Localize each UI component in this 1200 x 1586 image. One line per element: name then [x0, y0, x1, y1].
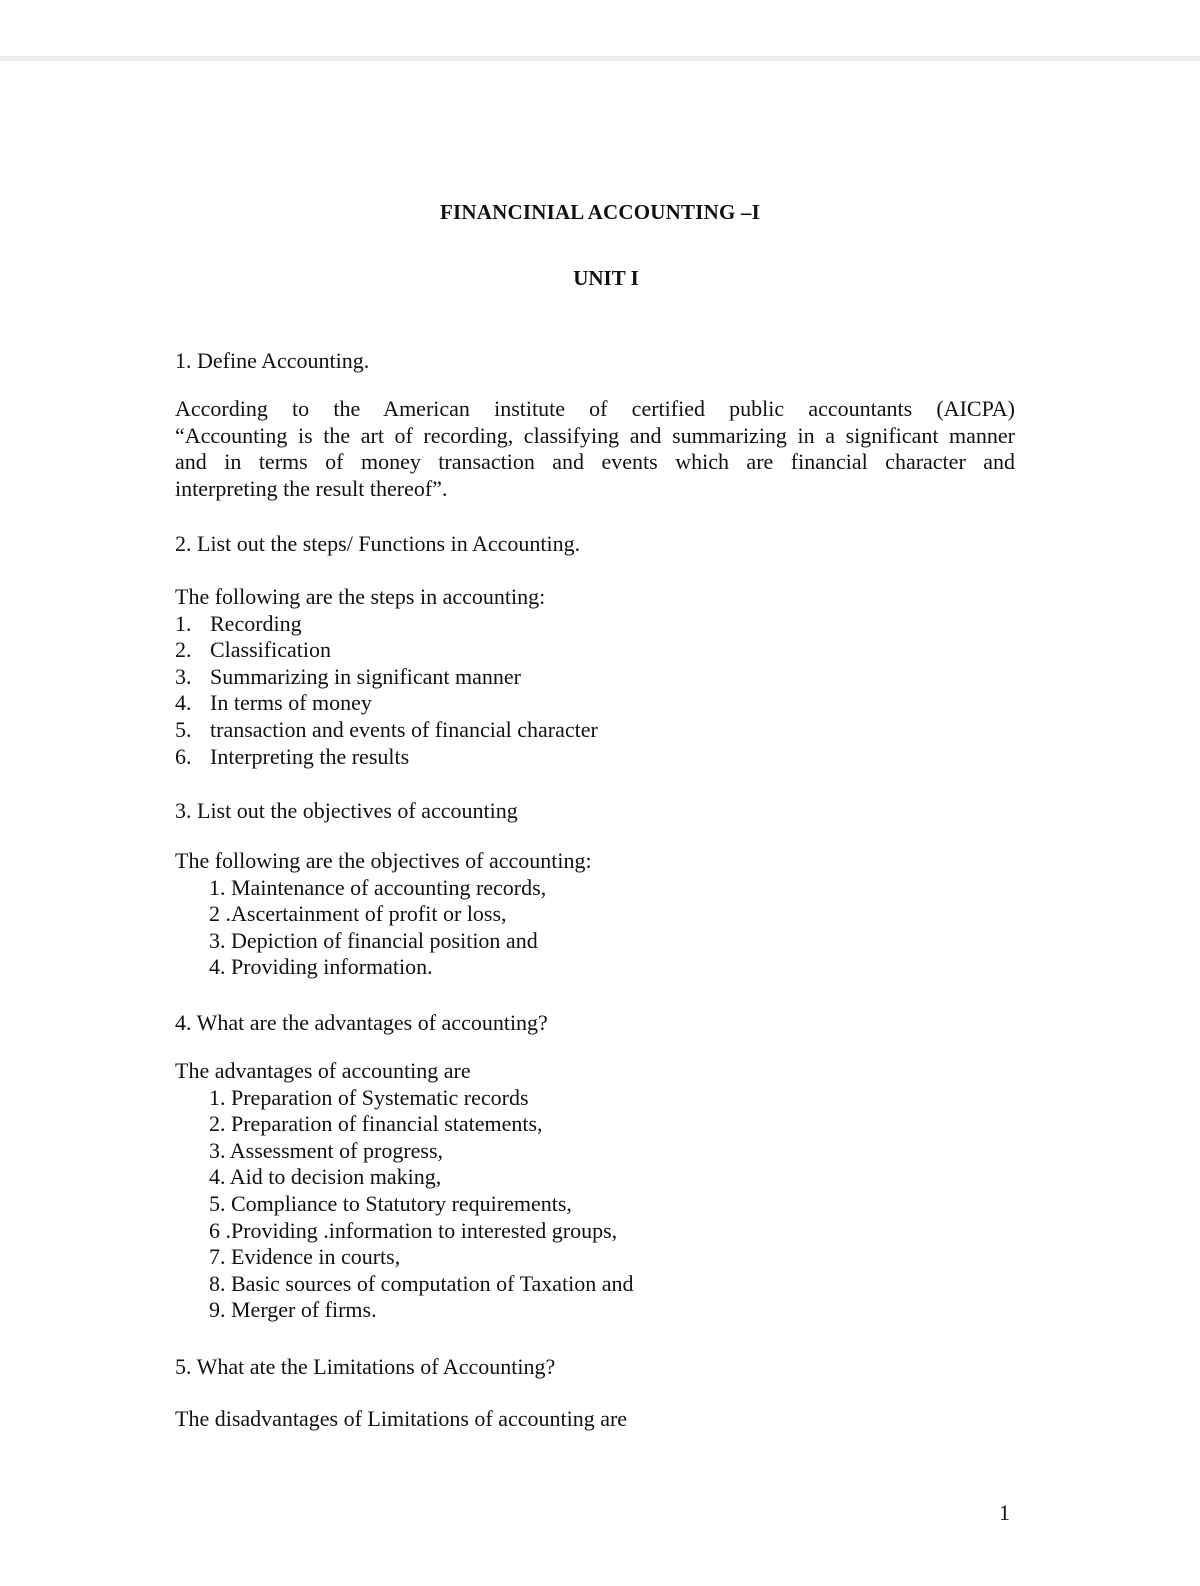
document-title: FINANCINIAL ACCOUNTING –I — [439, 200, 761, 224]
list-item: 3. Assessment of progress, — [209, 1137, 444, 1163]
question-5: 5. What ate the Limitations of Accounting? — [175, 1354, 556, 1379]
answer-4-list — [175, 1058, 634, 1324]
question-4: 4. What are the advantages of accounting? — [175, 1010, 548, 1035]
list-item-text: Recording — [210, 610, 302, 636]
page-number: 1 — [999, 1500, 1010, 1525]
list-item: 8. Basic sources of computation of Taxation and — [209, 1270, 634, 1296]
list-item-text: In terms of money — [210, 690, 372, 716]
list-item-text: Interpreting the results — [210, 743, 410, 769]
list-item — [175, 717, 598, 744]
list-item: 9. Merger of firms. — [209, 1297, 377, 1323]
list-item — [175, 611, 598, 638]
document-page — [0, 61, 1200, 1586]
question-3: 3. List out the objectives of accounting — [175, 798, 518, 823]
list-item: 6 .Providing .information to interested groups, — [209, 1217, 618, 1243]
list-item: 5. Compliance to Statutory requirements, — [209, 1190, 572, 1216]
list-item: 1. Preparation of Systematic records — [209, 1084, 529, 1110]
list-item-number: 1. — [175, 610, 192, 636]
list-item-number: 3. — [175, 663, 192, 689]
list-item-text: transaction and events of financial character — [210, 716, 598, 742]
answer-3-list — [175, 848, 592, 981]
answer-1-line: interpreting the result thereof”. — [175, 475, 448, 501]
list-item-text: Classification — [210, 637, 331, 663]
list-item: 3. Depiction of financial position and — [209, 927, 538, 953]
list-item: 2 .Ascertainment of profit or loss, — [209, 901, 507, 927]
question-1: 1. Define Accounting. — [175, 348, 370, 373]
list-item — [175, 664, 598, 691]
list-item-number: 5. — [175, 716, 192, 742]
list-item: 7. Evidence in courts, — [209, 1244, 401, 1270]
viewer-top-bar — [0, 0, 1200, 61]
answer-1-paragraph — [175, 396, 1015, 502]
answer-1-line: According to the American institute of certified public accountants (AICPA) — [175, 396, 1015, 421]
list-item-number: 2. — [175, 637, 192, 663]
unit-heading: UNIT I — [573, 266, 639, 290]
answer-1-line: and in terms of money transaction and events which are financial character and — [175, 449, 1015, 474]
list-intro: The advantages of accounting are — [175, 1058, 471, 1083]
list-item-number: 4. — [175, 690, 192, 716]
list-intro: The following are the objectives of accounting: — [175, 848, 592, 873]
list-item: 4. Providing information. — [209, 954, 433, 980]
answer-5-intro: The disadvantages of Limitations of accounting are — [175, 1406, 628, 1431]
list-item-number: 6. — [175, 743, 192, 769]
list-item-text: Summarizing in significant manner — [210, 663, 521, 689]
list-item — [175, 637, 598, 664]
list-item: 1. Maintenance of accounting records, — [209, 874, 547, 900]
list-item: 4. Aid to decision making, — [209, 1164, 442, 1190]
list-item: 2. Preparation of financial statements, — [209, 1111, 543, 1137]
list-intro: The following are the steps in accounting: — [175, 584, 546, 609]
list-item — [175, 744, 598, 771]
answer-2-list — [175, 584, 598, 770]
question-2: 2. List out the steps/ Functions in Accounting. — [175, 531, 581, 556]
list-item — [175, 690, 598, 717]
answer-1-line: “Accounting is the art of recording, classifying and summarizing in a significant manner — [175, 422, 1015, 448]
